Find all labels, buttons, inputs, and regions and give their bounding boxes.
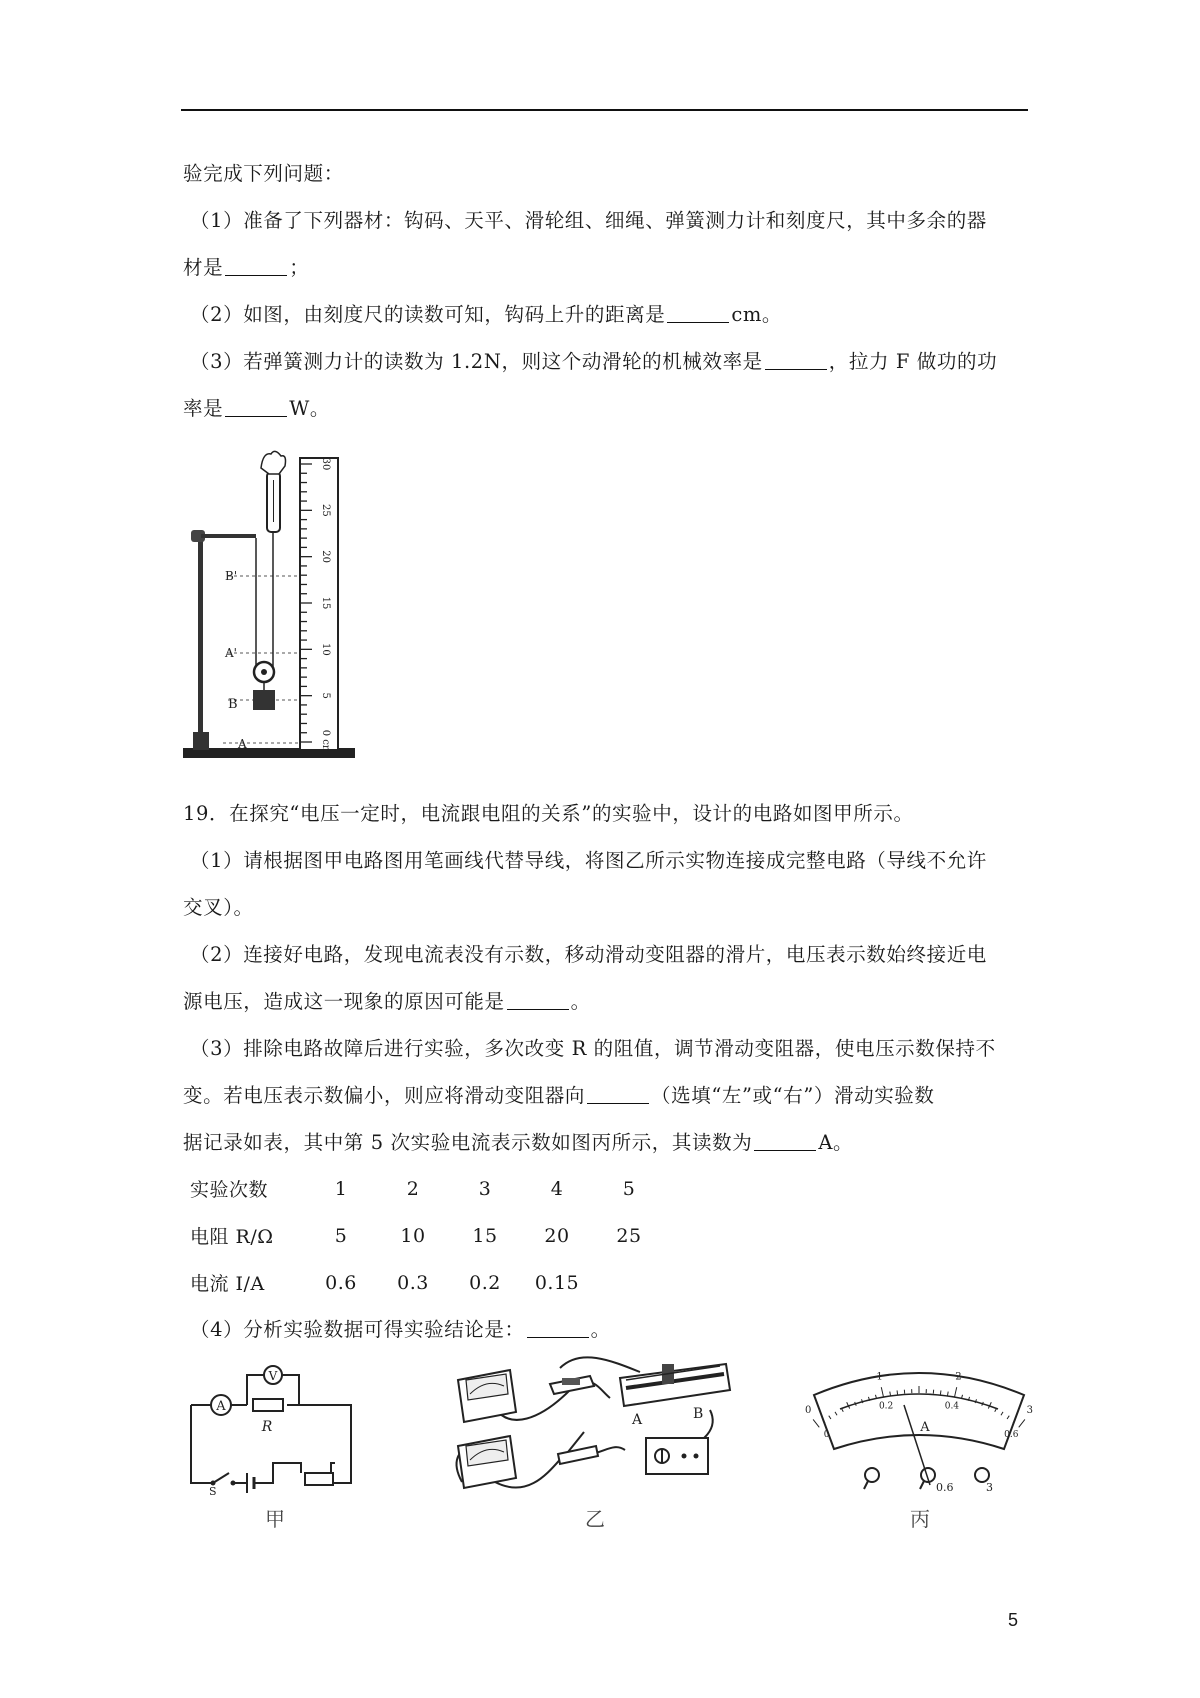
rheostat-end-a: A bbox=[632, 1412, 643, 1428]
ammeter-dial-bing bbox=[804, 1365, 1034, 1510]
pulley-axle bbox=[261, 669, 267, 675]
table-row bbox=[190, 1259, 665, 1306]
wire-top-right bbox=[287, 1405, 351, 1483]
table-cell: 电流 I/A bbox=[190, 1273, 265, 1295]
table-cell: 5 bbox=[622, 1177, 636, 1200]
q19-part3-line3 bbox=[183, 1127, 853, 1155]
q18-part2-line bbox=[190, 299, 782, 327]
q18-part3-unit: W。 bbox=[289, 397, 330, 420]
q18-part3-text2: 率是 bbox=[183, 397, 224, 420]
dial-upper-label: 2 bbox=[955, 1371, 962, 1383]
pulley-ruler-figure bbox=[183, 450, 355, 765]
table-cell: 2 bbox=[406, 1177, 420, 1200]
dial-upper-label: 0 bbox=[804, 1405, 812, 1417]
q18-part2-text: （2）如图，由刻度尺的读数可知，钩码上升的距离是 bbox=[190, 303, 666, 326]
label-b-prime: B' bbox=[225, 569, 238, 583]
table-cell: 0.15 bbox=[534, 1271, 580, 1294]
q19-part3-unit: A。 bbox=[818, 1131, 854, 1154]
dial-upper-label: 1 bbox=[876, 1371, 883, 1383]
dial-lower-label: 0.4 bbox=[944, 1401, 960, 1412]
answer-blank[interactable] bbox=[667, 303, 729, 324]
terminal-3-label: 3 bbox=[986, 1481, 993, 1494]
table-cell: 电阻 R/Ω bbox=[190, 1226, 274, 1248]
q18-part1-line1: （1）准备了下列器材：钩码、天平、滑轮组、细绳、弹簧测力计和刻度尺，其中多余的器 bbox=[190, 209, 987, 232]
circuit-objects-yi bbox=[450, 1350, 750, 1498]
switch-lever bbox=[213, 1473, 229, 1483]
q19-part3-line1: （3）排除电路故障后进行实验，多次改变 R 的阻值，调节滑动变阻器，使电压示数保持不 bbox=[190, 1037, 996, 1060]
answer-blank[interactable] bbox=[225, 397, 287, 418]
wire-left bbox=[191, 1405, 213, 1483]
q18-part2-unit: cm。 bbox=[731, 303, 783, 326]
table-cell: 25 bbox=[616, 1224, 642, 1247]
ruler-label: 20 bbox=[320, 550, 331, 564]
dial-tick bbox=[813, 1419, 819, 1427]
q19-part4-line bbox=[190, 1314, 611, 1342]
table-cell: 0.6 bbox=[325, 1271, 357, 1294]
terminal-neg bbox=[864, 1468, 879, 1489]
ruler-label: 10 bbox=[320, 642, 331, 656]
q18-part1-text: 材是 bbox=[183, 256, 224, 279]
dial-face bbox=[814, 1373, 1024, 1449]
q18-part3-mid: ，拉力 F 做功的功 bbox=[828, 350, 998, 373]
wire-bottom-3 bbox=[331, 1463, 335, 1473]
page-number: 5 bbox=[1008, 1610, 1019, 1630]
answer-blank[interactable] bbox=[507, 990, 569, 1011]
table-cell: 0.3 bbox=[397, 1271, 429, 1294]
table-cell: 15 bbox=[472, 1224, 498, 1247]
ruler-label: 25 bbox=[320, 503, 331, 517]
stand-rod bbox=[198, 538, 203, 734]
answer-blank[interactable] bbox=[587, 1084, 649, 1105]
stand-arm bbox=[201, 534, 256, 538]
caption-bing: 丙 bbox=[910, 1507, 930, 1531]
wire-bottom-2 bbox=[254, 1463, 301, 1483]
q19-part1-line2: 交叉）。 bbox=[183, 896, 254, 919]
switch-object bbox=[558, 1432, 598, 1464]
q19-stem: 19．在探究“电压一定时，电流跟电阻的关系”的实验中，设计的电路如图甲所示。 bbox=[183, 802, 914, 825]
dial-lower-label: 0.6 bbox=[1004, 1429, 1019, 1440]
terminal-3 bbox=[975, 1468, 989, 1482]
q19-part4-text: （4）分析实验数据可得实验结论是： bbox=[190, 1318, 525, 1341]
table-cell: 3 bbox=[478, 1177, 492, 1200]
answer-blank[interactable] bbox=[754, 1131, 816, 1152]
wire-2 bbox=[560, 1357, 640, 1372]
ruler bbox=[300, 458, 338, 750]
dial-tick bbox=[940, 1390, 941, 1394]
resistor-symbol bbox=[253, 1399, 283, 1411]
table-row bbox=[190, 1165, 665, 1212]
answer-blank[interactable] bbox=[225, 256, 287, 277]
q18-part1-end: ； bbox=[289, 256, 310, 279]
q18-part3-text: （3）若弹簧测力计的读数为 1.2N，则这个动滑轮的机械效率是 bbox=[190, 350, 763, 373]
terminal-06-label: 0.6 bbox=[936, 1481, 954, 1494]
caption-yi: 乙 bbox=[585, 1507, 605, 1531]
ammeter-object bbox=[458, 1370, 516, 1422]
q19-part2-text: 源电压，造成这一现象的原因可能是 bbox=[183, 990, 505, 1013]
dial-tick bbox=[890, 1392, 891, 1396]
q19-part3-text2: 据记录如表，其中第 5 次实验电流表示数如图丙所示，其读数为 bbox=[183, 1131, 753, 1154]
table-cell: 20 bbox=[544, 1224, 570, 1247]
q18-intro-line: 验完成下列问题： bbox=[183, 162, 344, 185]
q18-part1-line2 bbox=[183, 252, 309, 280]
hand-icon bbox=[261, 451, 286, 474]
table-cell: 4 bbox=[550, 1177, 564, 1200]
table-cell bbox=[593, 1259, 665, 1306]
label-b: B bbox=[228, 697, 238, 712]
q18-part3-line1 bbox=[190, 346, 997, 374]
dial-unit: A bbox=[920, 1420, 930, 1435]
table-cell: 5 bbox=[334, 1224, 348, 1247]
circuit-diagram-jia bbox=[183, 1355, 363, 1498]
battery-box bbox=[646, 1438, 708, 1474]
resistor-object bbox=[550, 1376, 594, 1394]
dial-upper-label: 3 bbox=[1026, 1405, 1034, 1417]
table-cell: 0.2 bbox=[469, 1271, 501, 1294]
q19-part3-choice: （选填“左”或“右”）滑动实验数 bbox=[651, 1084, 935, 1107]
answer-blank[interactable] bbox=[765, 350, 827, 371]
q19-part4-end: 。 bbox=[590, 1318, 611, 1341]
stand-foot bbox=[193, 732, 209, 750]
resistor-label: R bbox=[261, 1419, 273, 1435]
rheostat-symbol bbox=[305, 1473, 333, 1485]
q19-part2-line2 bbox=[183, 986, 591, 1014]
dial-lower-label: 0 bbox=[823, 1429, 830, 1440]
dial-tick bbox=[948, 1392, 949, 1396]
switch-contact bbox=[231, 1481, 236, 1486]
ammeter-label: A bbox=[216, 1399, 226, 1414]
ruler-label: 0 cm bbox=[320, 729, 331, 755]
q18-part3-line2 bbox=[183, 393, 330, 421]
header-rule bbox=[181, 109, 1028, 111]
data-table bbox=[190, 1165, 665, 1306]
q19-part3-line2 bbox=[183, 1080, 935, 1108]
voltmeter-object bbox=[458, 1436, 516, 1488]
ruler-label: 15 bbox=[320, 596, 331, 610]
q19-part1-line1: （1）请根据图甲电路图用笔画线代替导线，将图乙所示实物连接成完整电路（导线不允许 bbox=[190, 849, 987, 872]
dial-tick bbox=[1019, 1419, 1025, 1427]
ruler-label: 30 bbox=[320, 457, 331, 471]
table-cell: 10 bbox=[400, 1224, 426, 1247]
q19-part2-end: 。 bbox=[570, 990, 591, 1013]
q19-part3-text: 变。若电压表示数偏小，则应将滑动变阻器向 bbox=[183, 1084, 586, 1107]
hook-weight bbox=[253, 690, 275, 710]
caption-jia: 甲 bbox=[265, 1507, 285, 1531]
voltmeter-label: V bbox=[268, 1369, 278, 1383]
dial-tick bbox=[897, 1390, 898, 1394]
dial-lower-label: 0.2 bbox=[878, 1401, 894, 1412]
label-a: A bbox=[238, 737, 247, 751]
switch-label: S bbox=[209, 1485, 217, 1498]
table-cell: 实验次数 bbox=[190, 1179, 269, 1201]
answer-blank[interactable] bbox=[527, 1318, 589, 1339]
table-row bbox=[190, 1212, 665, 1259]
label-a-prime: A' bbox=[225, 646, 237, 660]
table-cell: 1 bbox=[334, 1177, 348, 1200]
ruler-label: 5 bbox=[320, 692, 331, 699]
q19-part2-line1: （2）连接好电路，发现电流表没有示数，移动滑动变阻器的滑片，电压表示数始终接近电 bbox=[190, 943, 987, 966]
rheostat-end-b: B bbox=[693, 1406, 704, 1422]
